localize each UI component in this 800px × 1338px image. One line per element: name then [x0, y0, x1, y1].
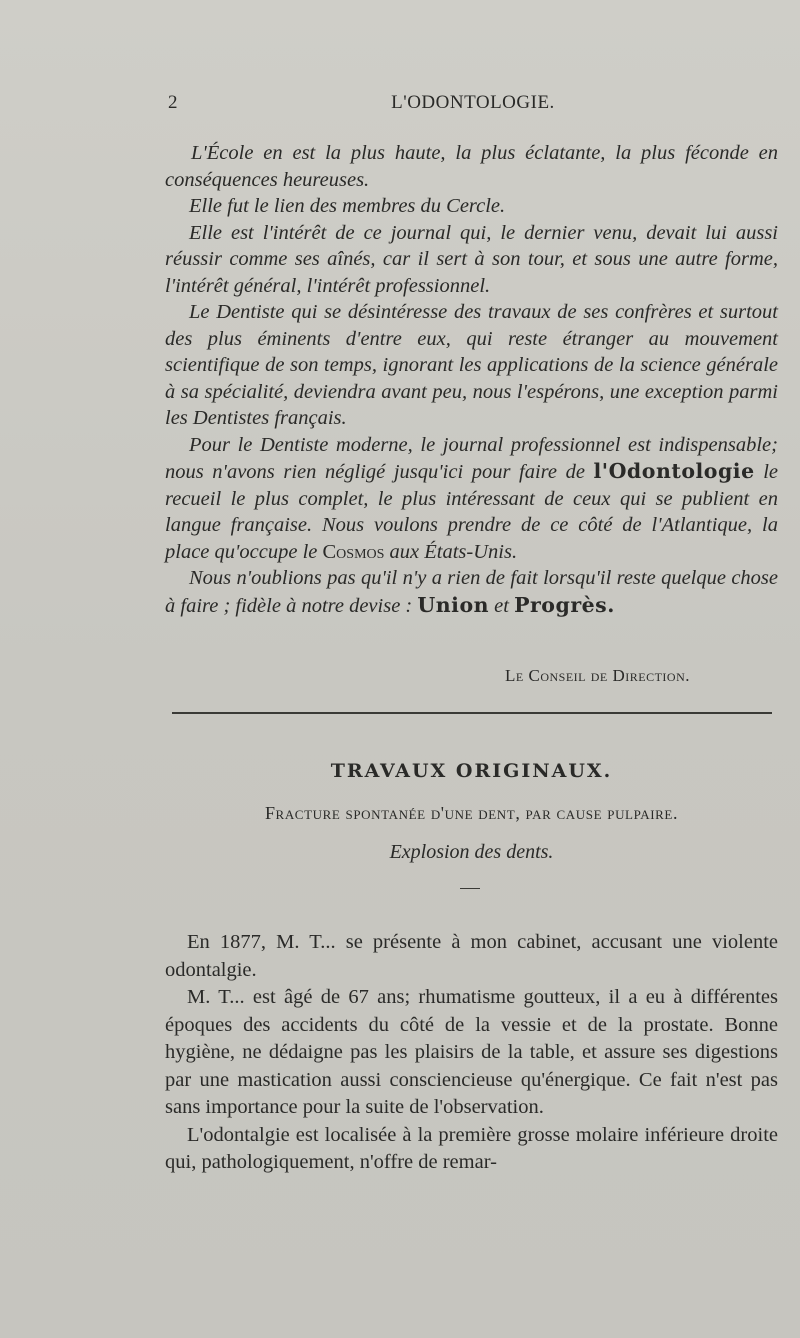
editorial-paragraph: Elle fut le lien des membres du Cercle.: [189, 195, 506, 217]
article-title: Fracture spontanée d'une dent, par cause pulpaire.: [264, 803, 679, 823]
article-paragraph: L'odontalgie est localisée à la première grosse molaire inférieure droite qui, pathologiquement, n'offre de remar-: [165, 1123, 778, 1173]
journal-name: l'Odontologie: [593, 459, 755, 483]
editorial-text: [165, 140, 778, 619]
text-run: .: [607, 592, 615, 617]
article-paragraph: En 1877, M. T... se présente à mon cabinet, accusant une violente odontalgie.: [165, 931, 778, 981]
article-paragraph: M. T... est âgé de 67 ans; rhumatisme goutteux, il a eu à différentes époques des accidents du côté de la vessie et de la prostate. Bonne hygiène, ne dédaigne pas les plaisirs de la table, et assure ses digestions par une mastication aussi consciencieuse qu'énergique. Ce fait n'est pas sans importance pour la suite de l'observation.: [165, 986, 778, 1118]
article-subtitle: Explosion des dents.: [389, 841, 554, 863]
page-number: 2: [168, 92, 178, 113]
editorial-paragraph: Le Dentiste qui se désintéresse des travaux de ses confrères et surtout des plus éminents d'entre eux, qui reste étranger au mouvement scientifique de son temps, ignorant les applications de la science générale à sa spécialité, deviendra avant peu, nous l'espérons, une exception parmi les Dentistes français.: [165, 301, 778, 429]
editorial-paragraph: [165, 432, 778, 566]
editorial-paragraph: [165, 565, 778, 619]
cosmos-name: Cosmos: [322, 540, 385, 563]
section-divider: [172, 712, 772, 714]
text-run: Pour le Dentiste moderne, le journal professionnel est indispensable; nous n'avons rien négligé jusqu'ici pour faire de: [165, 433, 778, 483]
text-run: aux États-Unis.: [384, 540, 518, 563]
running-title: L'ODONTOLOGIE.: [391, 92, 555, 113]
editorial-paragraph: Elle est l'intérêt de ce journal qui, le dernier venu, devait lui aussi réussir comme ses aînés, car il sert à son tour, et sous une autre forme, l'intérêt général, l'intérêt professionnel.: [165, 221, 778, 297]
motto-progres: Progrès: [514, 592, 608, 617]
article-body: [165, 929, 778, 1177]
text-run: le recueil le plus complet, le plus intéressant de ceux qui se publient en langue française. Nous voulons prendre de ce côté de l'Atlantique, la place qu'occupe le: [165, 461, 778, 563]
section-title: TRAVAUX ORIGINAUX.: [330, 760, 613, 782]
text-run: Nous n'oublions pas qu'il n'y a rien de fait lorsqu'il reste quelque chose à faire ; fidèle à notre devise :: [165, 567, 778, 617]
motto-union: Union: [417, 592, 490, 617]
page-header: [168, 92, 778, 118]
editorial-paragraph: L'École en est la plus haute, la plus éclatante, la plus féconde en conséquences heureuses.: [165, 142, 778, 191]
signature: Le Conseil de Direction.: [505, 666, 690, 685]
text-run: et: [489, 594, 515, 617]
title-dash: [460, 888, 480, 889]
